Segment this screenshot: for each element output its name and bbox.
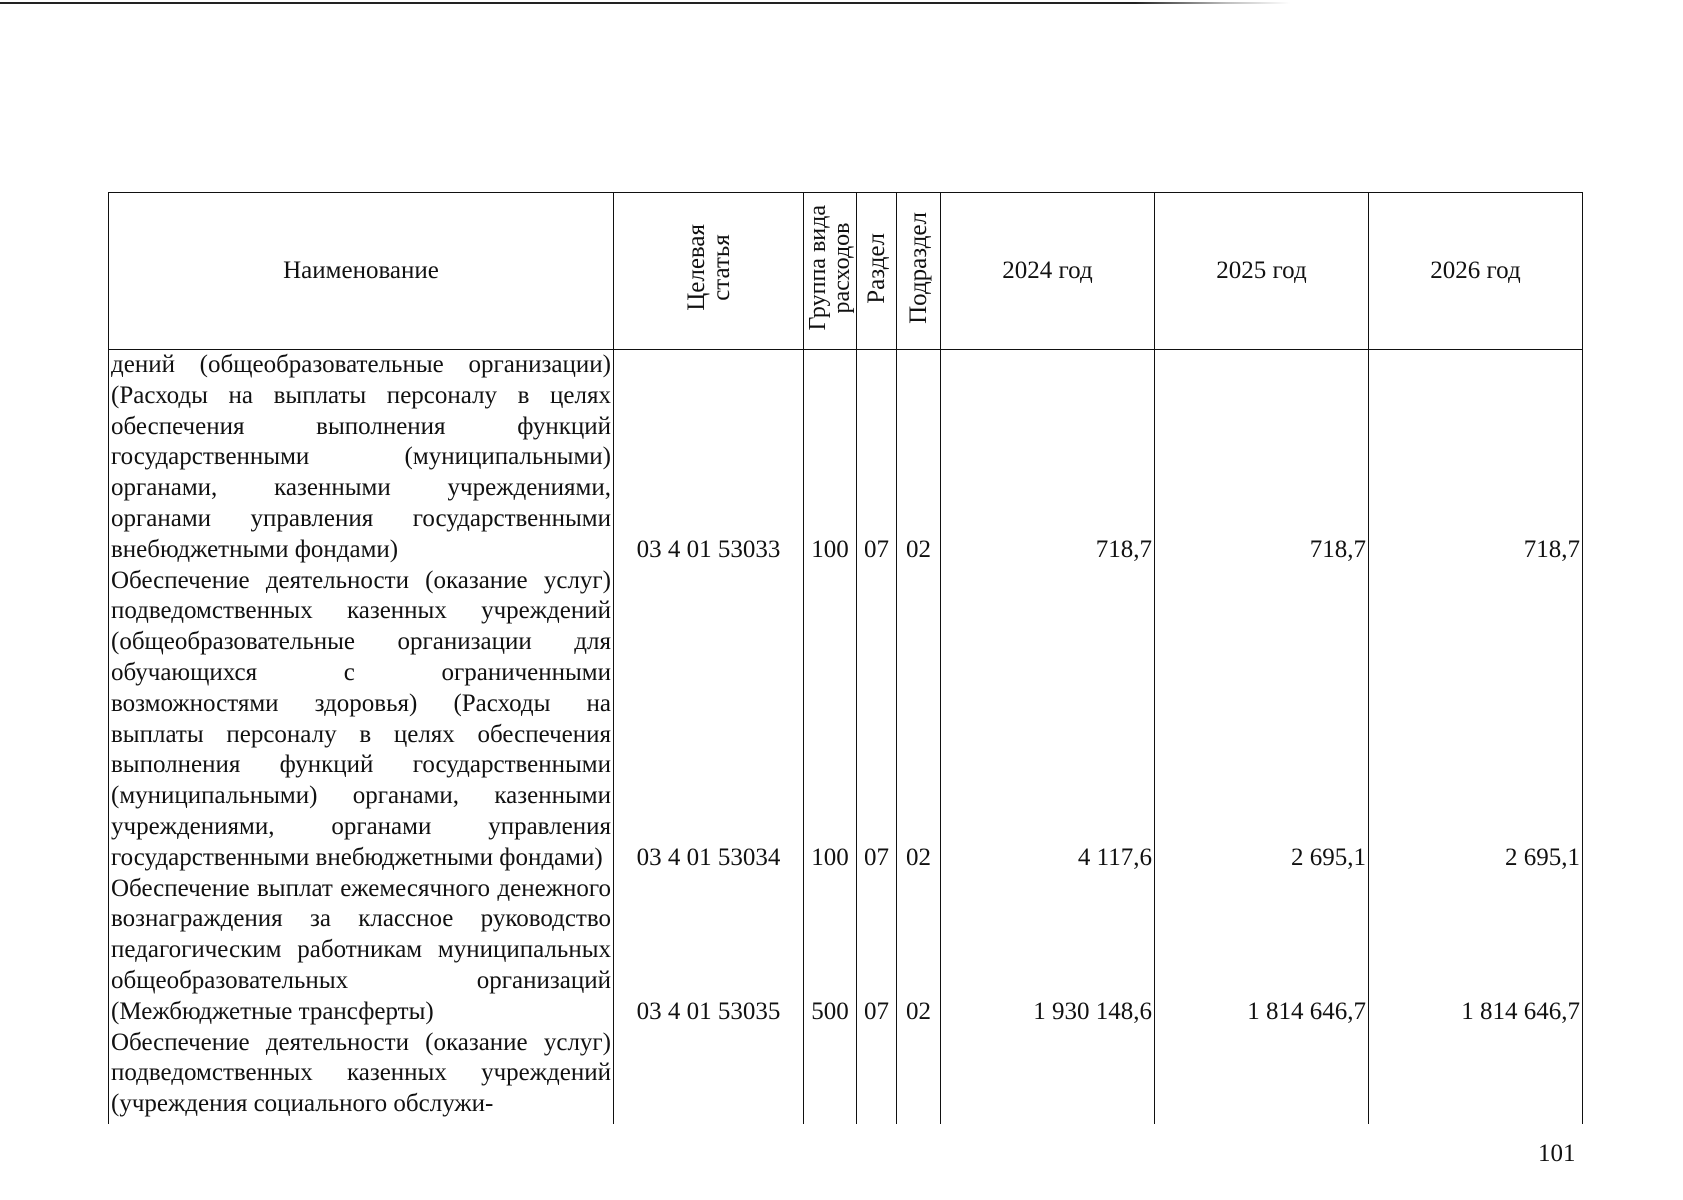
row-name: Обеспечение выплат ежемесячного денежного вознаграждения за классное руководство педагогическим работникам муниципальных общеобразовательных организаций (Межбюджетные трансферты) [109,874,614,1028]
table-row [109,1028,1583,1124]
header-section: Раздел [857,193,897,350]
table-row [109,874,1583,1028]
table-row [109,566,1583,874]
row-2025: 2 695,1 [1155,566,1369,874]
row-group: 100 [804,566,857,874]
page-number: 101 [1538,1140,1576,1167]
table-row [109,350,1583,566]
table-header-row [109,193,1583,350]
row-group: 500 [804,874,857,1028]
row-subsection: 02 [897,350,941,566]
row-target: 03 4 01 53034 [614,566,804,874]
row-group: 100 [804,350,857,566]
row-section: 07 [857,874,897,1028]
row-name: Обеспечение деятельности (оказание услуг) подведомственных казенных учреждений (общеобразовательные организации для обучающихся с ограниченными возможностями здоровья) (Расходы на выплаты персоналу в целях обеспечения выполнения функций государственными (муниципальными) органами, казенными учреждениями, органами управления государственными внебюджетными фондами) [109,566,614,874]
row-2025 [1155,1028,1369,1124]
header-expense-group: Группа вида расходов [804,193,857,350]
row-2024: 1 930 148,6 [941,874,1155,1028]
row-2026: 718,7 [1369,350,1583,566]
header-year-2024: 2024 год [941,193,1155,350]
row-2024: 718,7 [941,350,1155,566]
row-name: Обеспечение деятельности (оказание услуг) подведомственных казенных учреждений (учреждения социального обслужи- [109,1028,614,1124]
row-section: 07 [857,566,897,874]
row-subsection [897,1028,941,1124]
row-target [614,1028,804,1124]
row-2024: 4 117,6 [941,566,1155,874]
row-section [857,1028,897,1124]
row-section: 07 [857,350,897,566]
row-2025: 1 814 646,7 [1155,874,1369,1028]
scan-edge-line [0,2,1290,4]
row-target: 03 4 01 53035 [614,874,804,1028]
row-2026: 2 695,1 [1369,566,1583,874]
row-name: дений (общеобразовательные организации) (Расходы на выплаты персоналу в целях обеспечения выполнения функций государственными (муниципальными) органами, казенными учреждениями, органами управления государственными внебюджетными фондами) [109,350,614,566]
row-2025: 718,7 [1155,350,1369,566]
row-group [804,1028,857,1124]
row-2026 [1369,1028,1583,1124]
header-name: Наименование [109,193,614,350]
budget-table [108,192,1583,1124]
header-subsection: Подраздел [897,193,941,350]
row-2024 [941,1028,1155,1124]
row-subsection: 02 [897,874,941,1028]
header-year-2026: 2026 год [1369,193,1583,350]
header-target: Целевая статья [614,193,804,350]
header-year-2025: 2025 год [1155,193,1369,350]
row-subsection: 02 [897,566,941,874]
row-target: 03 4 01 53033 [614,350,804,566]
row-2026: 1 814 646,7 [1369,874,1583,1028]
